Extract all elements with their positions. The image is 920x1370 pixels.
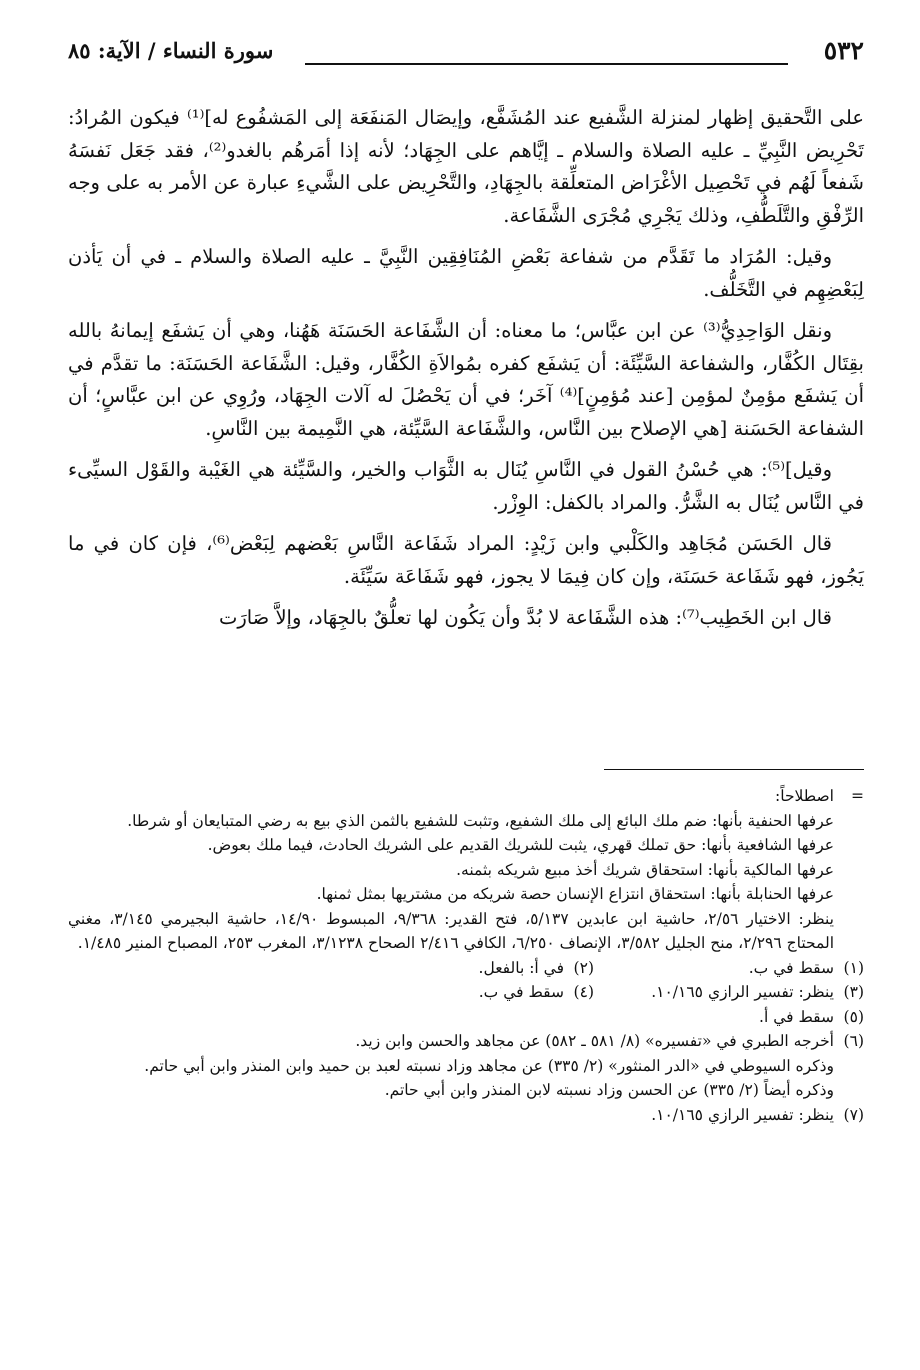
footnote-text: سقط في أ. [759, 1007, 834, 1026]
footnote-separator [604, 769, 864, 770]
footnote [594, 980, 864, 1005]
footnote-text: سقط في ب. [478, 983, 564, 1001]
paragraph: وقيل: المُرَاد ما تَقَدَّم من شفاعة بَعْضِ المُنَافِقِين النَّبِيَّ ـ عليه الصلاة والسلام ـ في أن يَأذن لِبَعْضِهِم في التَّخَلُّف. [68, 245, 864, 301]
footnote-number: (٥) [843, 1007, 864, 1026]
footnote [68, 1029, 864, 1054]
footnote [68, 1005, 864, 1030]
footnote-continuation-text: وذكره السيوطي في «الدر المنثور» (٢/ ٣٣٥) عن مجاهد وزاد نسبته لعبد بن حميد وابن المنذر وابن أبي حاتم. [144, 1056, 834, 1075]
footnote [594, 956, 864, 981]
footnote-pair [68, 980, 864, 1005]
footnote-number: (٢) [573, 958, 594, 977]
definition: عرفها الحنفية بأنها: ضم ملك البائع إلى ملك الشفيع، وتثبت للشفيع بالثمن الذي بيع به رضي المتبايعان أو شرطا. [127, 811, 834, 830]
definition: عرفها الشافعية بأنها: حق تملك قهري، يثبت للشريك القديم على الشريك الحادث، فيما ملك بعوض. [207, 836, 834, 854]
page-header [68, 36, 864, 68]
footnotes [68, 784, 864, 1127]
running-head: سورة النساء / الآية: ٨٥ [68, 38, 274, 63]
footnote-number: (٣) [843, 983, 864, 1001]
paragraph: وقيل]⁽⁵⁾: هي حُسْنُ القول في النَّاسِ يُنَال به الثَّوَاب والخير، والسَّيِّئة هي الغَيْبة والقَوْل السيِّىء في النَّاس يُنَال به الشَّرُّ. والمراد بالكفل: الوِزْر. [68, 458, 864, 514]
footnote-text: أخرجه الطبري في «تفسيره» (٨/ ٥٨١ ـ ٥٨٢) عن مجاهد والحسن وابن زيد. [355, 1032, 834, 1050]
footnote-text: ينظر: تفسير الرازي ١٠/١٦٥. [651, 1105, 834, 1124]
footnote [324, 980, 594, 1005]
footnote [324, 956, 594, 981]
footnote-number: (٦) [843, 1032, 864, 1050]
continuation-label: اصطلاحاً: [775, 787, 834, 805]
main-text [68, 102, 864, 644]
footnote-text: ينظر: تفسير الرازي ١٠/١٦٥. [651, 983, 834, 1001]
references: ينظر: الاختيار ٢/٥٦، حاشية ابن عابدين ٥/١٣٧، فتح القدير: ٩/٣٦٨، المبسوط ١٤/٩٠، حاشية البجيرمي ٣/١٤٥، مغني المحتاج ٢/٢٩٦، منح الجليل ٣/٥٨٢، الإنصاف ٦/٢٥٠، الكافي ٢/٤١٦ الصحاح ٣/١٢٣٨، المغرب ٢٥٣، المصباح المنير ١/٤٨٥. [68, 909, 834, 952]
footnote-number: (٤) [573, 983, 594, 1001]
paragraph: ونقل الوَاحِدِيُّ⁽³⁾ عن ابن عبَّاس؛ ما معناه: أن الشَّفَاعة الحَسَنَة هَهُنا، وهي أن يَشفَع إيمانهُ بالله بقِتَال الكُفَّار، والشفاعة السَّيِّئَة: أن يَشفَع كفره بمُوالاَةِ الكُفَّار، وقيل: الشَّفَاعة الحَسَنَة: ما تقدَّم في أن يَشفَع مؤمِنٌ لمؤمِن [عند مُؤمِنٍ]⁽⁴⁾ آخَر؛ في أن يَحْصُلَ له آلات الجِهَاد، ورُوِي عن ابن عبَّاسٍ؛ أن الشفاعة الحَسَنة [هي الإصلاح بين النَّاس، والشَّفَاعة السَّيِّئة، هي النَّمِيمة بين النَّاسِ. [68, 319, 865, 440]
footnote-pair [68, 956, 864, 981]
paragraph: قال ابن الخَطِيب⁽⁷⁾: هذه الشَّفَاعة لا بُدَّ وأن يَكُون لها تعلُّقٌ بالجِهَاد، وإلاَّ صَارَت [218, 606, 832, 629]
footnote-continuation [68, 784, 864, 809]
footnote-continuation-text: وذكره أيضاً (٢/ ٣٣٥) عن الحسن وزاد نسبته لابن المنذر وابن أبي حاتم. [384, 1081, 834, 1099]
footnote-text: في أ: بالفعل. [478, 958, 564, 977]
footnote-number: (١) [843, 958, 864, 977]
definition: عرفها المالكية بأنها: استحقاق شريك أخذ مبيع شريكه بثمنه. [456, 860, 834, 879]
footnote-text: سقط في ب. [748, 958, 834, 977]
page-number: ٥٣٢ [823, 36, 864, 65]
paragraph: قال الحَسَن مُجَاهِد والكَلْبي وابن زَيْدٍ: المراد شَفَاعة النَّاسِ بَعْضهم لِبَعْض⁽⁶⁾، فإن كان في ما يَجُوز، فهو شَفَاعة حَسَنَة، وإن كان فِيمَا لا يجوز، فهو شَفَاعَة سَيِّئَة. [68, 532, 864, 588]
header-rule [305, 63, 788, 65]
footnote-number: (٧) [843, 1105, 864, 1124]
footnote [68, 1103, 864, 1128]
definition: عرفها الحنابلة بأنها: استحقاق انتزاع الإنسان حصة شريكه من مشتريها بمثل ثمنها. [316, 885, 834, 903]
paragraph: على التَّحقيق إظهار لمنزلة الشَّفيع عند المُشَفَّع، وإيصَال المَنفَعَة إلى المَشفُوع له]⁽¹⁾ فيكون المُرادُ: تَحْرِيض النَّبِيِّ ـ عليه الصلاة والسلام ـ إيَّاهم على الجِهَاد؛ لأنه إذا أمَرهُم بالغدو⁽²⁾، فقد جَعَل نَفسَهُ شَفعاً لَهُم في تَحْصِيل الأغْرَاض المتعلِّقة بالجِهَادِ، والتَّحْرِيض على الشَّيءِ عبارة عن الأمر به على وجه الرِّفْقِ والتَّلَطُّفِ، وذلك يَجْرِي مُجْرَى الشَّفَاعة. [68, 106, 865, 227]
continuation-mark: = [851, 787, 864, 805]
